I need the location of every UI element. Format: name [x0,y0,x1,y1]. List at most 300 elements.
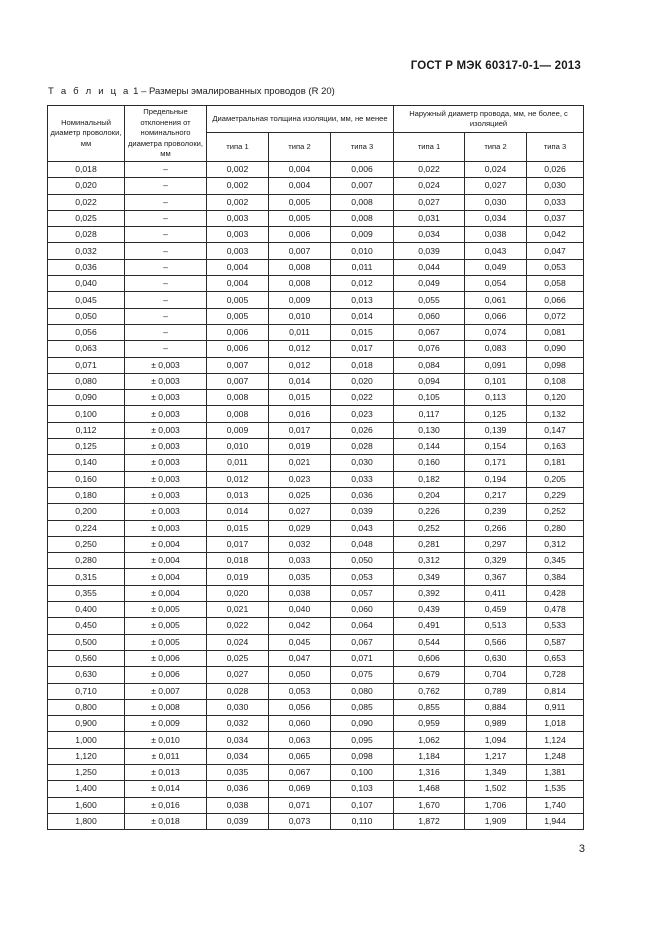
table-cell: 0,047 [269,650,331,666]
table-cell: 1,094 [465,732,527,748]
table-cell: 0,037 [527,210,584,226]
table-cell: 0,226 [394,504,465,520]
table-cell: 0,252 [527,504,584,520]
table-cell: 0,630 [48,667,125,683]
table-row [48,585,584,601]
table-row [48,781,584,797]
table-cell: 0,020 [331,373,394,389]
table-cell: 0,180 [48,487,125,503]
table-cell: 1,800 [48,813,125,829]
table-cell: 0,014 [207,504,269,520]
table-row [48,732,584,748]
table-cell: 0,036 [48,259,125,275]
table-cell: 0,010 [331,243,394,259]
table-cell: – [125,324,207,340]
table-cell: 0,015 [331,324,394,340]
table-cell: 0,200 [48,504,125,520]
table-cell: 0,132 [527,406,584,422]
table-cell: 1,381 [527,764,584,780]
table-cell: 0,043 [331,520,394,536]
table-cell: 0,050 [48,308,125,324]
table-cell: 0,032 [269,536,331,552]
table-cell: 0,009 [207,422,269,438]
table-cell: 0,009 [269,292,331,308]
table-cell: 0,105 [394,390,465,406]
table-cell: 0,044 [394,259,465,275]
table-cell: 0,043 [465,243,527,259]
subheader-grade: типа 2 [465,133,527,162]
table-cell: 0,017 [269,422,331,438]
table-cell: 1,316 [394,764,465,780]
table-cell: 0,013 [207,487,269,503]
table-cell: 0,959 [394,716,465,732]
table-cell: 0,181 [527,455,584,471]
table-cell: 0,021 [269,455,331,471]
table-cell: 1,468 [394,781,465,797]
table-cell: 0,911 [527,699,584,715]
table-cell: 0,204 [394,487,465,503]
table-cell: 0,800 [48,699,125,715]
table-row [48,797,584,813]
table-cell: 0,606 [394,650,465,666]
page-number: 3 [578,843,585,855]
table-row [48,210,584,226]
table-cell: 0,762 [394,683,465,699]
table-cell: ± 0,003 [125,471,207,487]
table-cell: 0,033 [527,194,584,210]
table-cell: 0,060 [269,716,331,732]
table-cell: 0,094 [394,373,465,389]
table-cell: 0,036 [207,781,269,797]
table-cell: 0,063 [48,341,125,357]
table-cell: 0,020 [48,178,125,194]
caption-label: Т а б л и ц а [48,86,131,97]
table-cell: 0,500 [48,634,125,650]
table-cell: 1,706 [465,797,527,813]
table-cell: 0,028 [48,227,125,243]
table-cell: – [125,276,207,292]
table-cell: 0,002 [207,178,269,194]
table-cell: 0,182 [394,471,465,487]
table-cell: 0,384 [527,569,584,585]
table-cell: 0,130 [394,422,465,438]
table-cell: 0,367 [465,569,527,585]
table-cell: 0,055 [394,292,465,308]
table-cell: 0,019 [269,439,331,455]
table-cell: ± 0,003 [125,422,207,438]
table-row [48,373,584,389]
table-row [48,406,584,422]
table-cell: 0,022 [331,390,394,406]
table-cell: ± 0,005 [125,634,207,650]
table-cell: 0,125 [465,406,527,422]
table-cell: 0,171 [465,455,527,471]
table-cell: 0,034 [394,227,465,243]
header-tolerance: Предельные отклонения от номинального диаметра проволоки, мм [125,106,207,162]
table-row [48,341,584,357]
table-cell: 0,053 [527,259,584,275]
table-cell: 0,022 [48,194,125,210]
table-cell: 0,250 [48,536,125,552]
table-cell: ± 0,006 [125,650,207,666]
table-cell: 0,855 [394,699,465,715]
table-cell: 0,006 [269,227,331,243]
table-cell: 0,345 [527,553,584,569]
table-cell: 0,060 [394,308,465,324]
table-cell: 0,024 [207,634,269,650]
table-cell: 0,038 [269,585,331,601]
table-cell: 0,032 [48,243,125,259]
table-cell: 0,814 [527,683,584,699]
table-cell: 0,224 [48,520,125,536]
table-cell: 0,045 [269,634,331,650]
table-cell: 0,012 [269,357,331,373]
table-cell: 0,329 [465,553,527,569]
table-cell: 0,239 [465,504,527,520]
table-cell: 0,015 [269,390,331,406]
table-cell: 0,004 [207,276,269,292]
table-cell: 0,071 [331,650,394,666]
table-cell: 0,012 [331,276,394,292]
table-cell: 0,085 [331,699,394,715]
table-row [48,764,584,780]
table-cell: 0,280 [527,520,584,536]
table-cell: 0,006 [207,341,269,357]
table-cell: 1,400 [48,781,125,797]
table-cell: 1,670 [394,797,465,813]
table-cell: – [125,162,207,178]
subheader-grade: типа 2 [269,133,331,162]
table-cell: 0,140 [48,455,125,471]
table-cell: 1,944 [527,813,584,829]
table-cell: 0,147 [527,422,584,438]
table-row [48,650,584,666]
table-cell: 0,008 [331,194,394,210]
table-row [48,162,584,178]
table-cell: 0,144 [394,439,465,455]
table-cell: 0,017 [207,536,269,552]
table-cell: 0,003 [207,210,269,226]
table-cell: 0,005 [269,194,331,210]
table-cell: 0,049 [465,259,527,275]
table-cell: 0,072 [527,308,584,324]
caption-text: 1 – Размеры эмалированных проводов (R 20) [130,86,335,97]
table-cell: 0,533 [527,618,584,634]
table-cell: 0,045 [48,292,125,308]
table-cell: 0,042 [527,227,584,243]
table-cell: 0,566 [465,634,527,650]
table-cell: 0,090 [48,390,125,406]
table-cell: 0,439 [394,602,465,618]
table-cell: 0,056 [48,324,125,340]
table-cell: ± 0,004 [125,536,207,552]
table-cell: 0,653 [527,650,584,666]
table-cell: ± 0,018 [125,813,207,829]
table-row [48,357,584,373]
table-cell: 0,009 [331,227,394,243]
table-cell: 0,112 [48,422,125,438]
table-cell: 0,459 [465,602,527,618]
table-cell: 0,103 [331,781,394,797]
table-cell: 0,038 [465,227,527,243]
table-cell: ± 0,011 [125,748,207,764]
table-cell: 1,124 [527,732,584,748]
subheader-grade: типа 1 [207,133,269,162]
table-cell: 0,036 [331,487,394,503]
table-cell: 0,017 [331,341,394,357]
table-cell: 0,039 [331,504,394,520]
dimensions-table [47,105,584,830]
table-cell: 0,160 [48,471,125,487]
table-cell: 0,049 [394,276,465,292]
table-cell: 0,025 [207,650,269,666]
table-cell: 0,392 [394,585,465,601]
table-cell: 0,032 [207,716,269,732]
table-cell: ± 0,005 [125,602,207,618]
table-cell: 0,056 [269,699,331,715]
table-cell: 0,069 [269,781,331,797]
table-cell: 0,011 [269,324,331,340]
table-cell: 0,035 [207,764,269,780]
table-cell: 1,018 [527,716,584,732]
table-cell: 0,018 [48,162,125,178]
table-row [48,602,584,618]
table-cell: 0,008 [207,390,269,406]
table-row [48,227,584,243]
table-row [48,276,584,292]
table-cell: ± 0,008 [125,699,207,715]
table-cell: 0,884 [465,699,527,715]
table-cell: 0,252 [394,520,465,536]
table-cell: 0,026 [331,422,394,438]
table-cell: 1,600 [48,797,125,813]
table-cell: ± 0,010 [125,732,207,748]
table-row [48,471,584,487]
table-cell: 0,048 [331,536,394,552]
table-cell: 0,004 [269,178,331,194]
table-cell: 0,004 [269,162,331,178]
table-cell: 1,872 [394,813,465,829]
table-cell: 0,030 [331,455,394,471]
table-cell: 0,011 [331,259,394,275]
table-row [48,536,584,552]
table-cell: 0,029 [269,520,331,536]
table-cell: 0,024 [465,162,527,178]
table-cell: 0,034 [207,748,269,764]
table-cell: 0,034 [207,732,269,748]
table-cell: 0,411 [465,585,527,601]
table-cell: 0,113 [465,390,527,406]
table-cell: 0,038 [207,797,269,813]
table-cell: 0,054 [465,276,527,292]
table-cell: 0,058 [527,276,584,292]
table-cell: 0,014 [269,373,331,389]
table-cell: 0,028 [331,439,394,455]
table-cell: – [125,243,207,259]
table-row [48,439,584,455]
table-cell: 0,025 [48,210,125,226]
table-cell: 0,064 [331,618,394,634]
table-cell: 0,003 [207,243,269,259]
table-cell: – [125,227,207,243]
table-cell: 0,315 [48,569,125,585]
table-cell: 1,120 [48,748,125,764]
table-cell: 0,428 [527,585,584,601]
table-cell: ± 0,003 [125,520,207,536]
table-cell: 0,312 [527,536,584,552]
table-cell: ± 0,003 [125,504,207,520]
table-cell: ± 0,016 [125,797,207,813]
table-cell: 0,076 [394,341,465,357]
table-cell: 0,007 [331,178,394,194]
table-cell: 0,011 [207,455,269,471]
table-row [48,520,584,536]
table-cell: 0,074 [465,324,527,340]
table-cell: 0,006 [207,324,269,340]
table-cell: 0,710 [48,683,125,699]
table-cell: 0,008 [269,276,331,292]
table-cell: 0,015 [207,520,269,536]
subheader-grade: типа 1 [394,133,465,162]
table-cell: 0,217 [465,487,527,503]
table-cell: 0,008 [331,210,394,226]
table-cell: ± 0,007 [125,683,207,699]
table-cell: 0,067 [331,634,394,650]
table-cell: – [125,341,207,357]
table-cell: 0,016 [269,406,331,422]
table-cell: 0,053 [269,683,331,699]
table-cell: 0,023 [269,471,331,487]
table-cell: 0,014 [331,308,394,324]
table-cell: 0,004 [207,259,269,275]
table-cell: 0,018 [331,357,394,373]
table-cell: 0,349 [394,569,465,585]
table-cell: 0,544 [394,634,465,650]
table-cell: 0,033 [269,553,331,569]
table-cell: 0,042 [269,618,331,634]
table-cell: 0,139 [465,422,527,438]
table-cell: 0,030 [527,178,584,194]
table-cell: 1,062 [394,732,465,748]
table-cell: 0,090 [331,716,394,732]
table-row [48,390,584,406]
table-cell: 0,071 [269,797,331,813]
table-cell: 0,010 [207,439,269,455]
table-cell: 0,098 [527,357,584,373]
table-cell: 1,740 [527,797,584,813]
table-cell: 1,250 [48,764,125,780]
table-row [48,748,584,764]
table-cell: 0,163 [527,439,584,455]
table-row [48,569,584,585]
table-cell: 0,007 [269,243,331,259]
table-cell: 0,117 [394,406,465,422]
table-cell: 0,002 [207,162,269,178]
table-cell: ± 0,003 [125,406,207,422]
table-cell: 1,217 [465,748,527,764]
table-cell: 0,312 [394,553,465,569]
table-cell: 0,012 [269,341,331,357]
table-cell: 0,022 [394,162,465,178]
header-insulation-thickness: Диаметральная толщина изоляции, мм, не менее [207,106,394,133]
table-cell: 0,071 [48,357,125,373]
table-row [48,634,584,650]
table-cell: – [125,194,207,210]
table-cell: 1,909 [465,813,527,829]
table-cell: 0,033 [331,471,394,487]
table-cell: 1,502 [465,781,527,797]
table-cell: 0,101 [465,373,527,389]
table-cell: 0,027 [465,178,527,194]
table-cell: 0,194 [465,471,527,487]
table-row [48,667,584,683]
table-row [48,324,584,340]
table-cell: 0,030 [207,699,269,715]
table-cell: 0,019 [207,569,269,585]
table-cell: 0,083 [465,341,527,357]
table-cell: 0,091 [465,357,527,373]
subheader-grade: типа 3 [331,133,394,162]
table-cell: 1,184 [394,748,465,764]
table-row [48,292,584,308]
table-cell: 0,010 [269,308,331,324]
table-cell: 0,061 [465,292,527,308]
table-cell: 0,098 [331,748,394,764]
header-nominal-diameter: Номинальный диаметр проволоки, мм [48,106,125,162]
table-cell: 0,491 [394,618,465,634]
table-row [48,504,584,520]
table-caption [48,86,335,97]
table-cell: 0,281 [394,536,465,552]
table-cell: 0,026 [527,162,584,178]
table-cell: 0,040 [269,602,331,618]
table-cell: ± 0,005 [125,618,207,634]
table-cell: ± 0,009 [125,716,207,732]
table-row [48,422,584,438]
document-header: ГОСТ Р МЭК 60317-0-1— 2013 [410,60,581,72]
table-cell: 0,090 [527,341,584,357]
table-cell: 1,349 [465,764,527,780]
table-row [48,716,584,732]
table-cell: 0,021 [207,602,269,618]
header-outer-diameter: Наружный диаметр провода, мм, не более, с изоляцией [394,106,584,133]
table-row [48,618,584,634]
table-cell: 0,063 [269,732,331,748]
table-cell: ± 0,003 [125,390,207,406]
table-cell: 0,095 [331,732,394,748]
table-cell: – [125,178,207,194]
table-row [48,178,584,194]
table-row [48,683,584,699]
table-cell: 0,005 [207,308,269,324]
table-cell: ± 0,004 [125,569,207,585]
table-body [48,162,584,830]
table-cell: 0,034 [465,210,527,226]
table-cell: 0,100 [48,406,125,422]
subheader-grade: типа 3 [527,133,584,162]
table-cell: 0,002 [207,194,269,210]
table-cell: 0,081 [527,324,584,340]
table-cell: ± 0,003 [125,373,207,389]
table-cell: 0,008 [207,406,269,422]
table-cell: 0,280 [48,553,125,569]
table-cell: 0,107 [331,797,394,813]
table-cell: 0,067 [269,764,331,780]
table-cell: 0,630 [465,650,527,666]
table-cell: 0,084 [394,357,465,373]
table-cell: 0,008 [269,259,331,275]
table-cell: ± 0,013 [125,764,207,780]
